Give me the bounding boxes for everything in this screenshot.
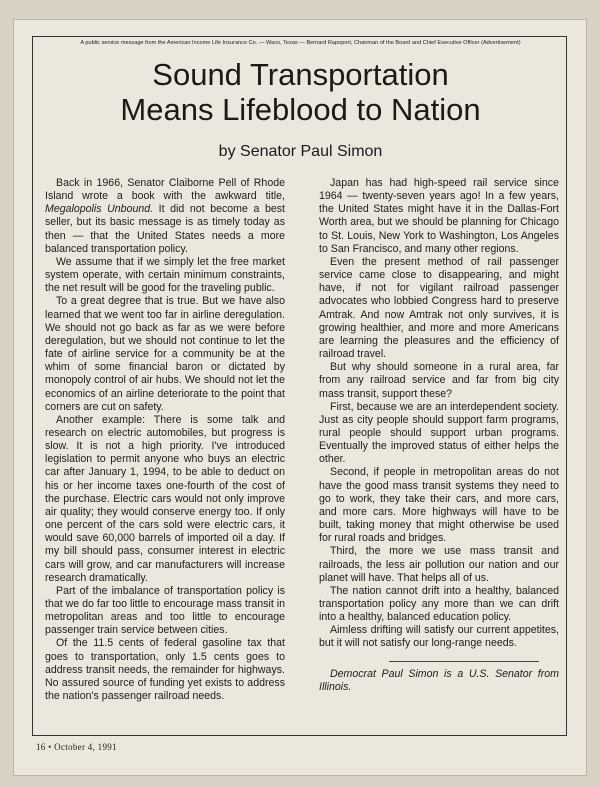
paragraph: First, because we are an interdependent society. Just as city people should support farm programs, rural people should support urban programs. Eventually the improved status of either helps the other.	[319, 400, 559, 466]
book-title: Megalopolis Unbound.	[45, 203, 154, 216]
magazine-page	[14, 20, 586, 775]
headline	[33, 57, 568, 127]
masthead-notice: A public service message from the American Income Life Insurance Co. — Waco, Texas — Bernard Rapoport, Chairman of the Board and Chief Executive Officer (Advertisement)	[80, 40, 521, 46]
paragraph: Japan has had high-speed rail service since 1964 — twenty-seven years ago! In a few years, the United States might have it in the Dallas-Fort Worth area, but we should be planning for Chicago to St. Louis, New York to Washington, Los Angeles to San Francisco, and many other regions.	[319, 177, 559, 255]
paragraph: The nation cannot drift into a healthy, balanced transportation policy any more than we can drift into a healthy, balanced education policy.	[319, 584, 559, 624]
paragraph: Part of the imbalance of transportation policy is that we do far too little to encourage mass transit in metropolitan areas and too little to encourage passenger train service between cities.	[45, 584, 285, 637]
paragraph: Another example: There is some talk and research on electric automobiles, but progress is slow. It is not a high priority. I've introduced legislation to permit anyone who buys an electric car after January 1, 1994, to be able to deduct on his or her income taxes one-fourth of the cost of the purchase. Electric cars would not only improve air quality; they would conserve energy too. If only one percent of the cars sold were electric cars, it would save 60,000 barrels of imported oil a day. If my bill should pass, consumer interest in electric cars will grow, and car manufacturers will increase research dramatically.	[45, 413, 285, 584]
byline: by Senator Paul Simon	[218, 143, 383, 160]
paragraph-text: It did not become a best seller, but its basic message is as timely today as then — that the United States needs a more balanced transportation policy.	[45, 203, 286, 255]
paragraph	[45, 177, 285, 256]
paragraph: To a great degree that is true. But we have also learned that we went too far in airline deregulation. We should not go back as far as we were before deregulation, but we should not continue to let the fate of airline service for a community be at the whim of some financial baron or dictated by monopoly control of air hubs. We should not let the economics of an airline deteriorate to the point that corners are cut on safety.	[45, 295, 285, 413]
paragraph: Third, the more we use mass transit and railroads, the less air pollution our nation and our planet will have. That helps all of us.	[319, 545, 559, 584]
page-folio: 16 • October 4, 1991	[36, 742, 117, 752]
article-frame	[32, 36, 567, 736]
paragraph: Aimless drifting will satisfy our current appetites, but it will not satisfy our long-range needs.	[319, 624, 559, 650]
right-column	[319, 177, 559, 694]
left-column	[45, 177, 285, 703]
headline-line-1: Sound Transportation	[152, 57, 449, 92]
headline-line-2: Means Lifeblood to Nation	[120, 92, 481, 127]
paragraph-text: Back in 1966, Senator Claiborne Pell of Rhode Island wrote a book with the awkward title,	[45, 177, 285, 203]
paragraph: We assume that if we simply let the free market system operate, with certain minimum constraints, the net result will be good for the traveling public.	[45, 255, 285, 295]
paragraph: But why should someone in a rural area, far from any railroad service and far from big city mass transit, support these?	[319, 361, 559, 400]
paragraph: Of the 11.5 cents of federal gasoline tax that goes to transportation, only 1.5 cents goes to address transit needs, the remainder for highways. No assured source of funding yet exists to address the nation's passenger railroad needs.	[45, 637, 285, 703]
divider	[389, 661, 539, 662]
paragraph: Second, if people in metropolitan areas do not have the good mass transit systems they need to go to work, they take their cars, and more cars, and more cars. More highways will have to be built, taking money that might otherwise be used for rural roads and bridges.	[319, 466, 559, 545]
paragraph: Even the present method of rail passenger service came close to disappearing, and might have, if not for vigilant railroad passenger advocates who lobbied Congress hard to preserve Amtrak. And now Amtrak not only survives, it is growing healthier, and more and more Americans are learning the pleasures and the efficiency of railroad travel.	[319, 255, 559, 361]
author-signoff: Democrat Paul Simon is a U.S. Senator from Illinois.	[319, 667, 559, 693]
